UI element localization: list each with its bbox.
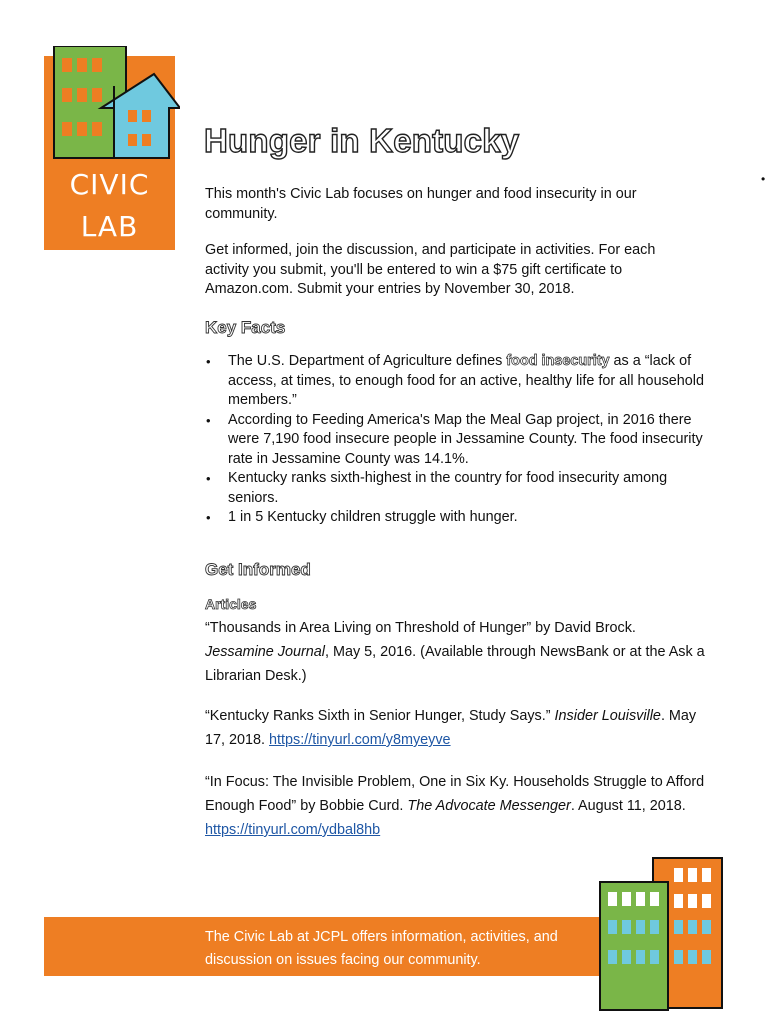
logo-text-lab: LAB — [80, 210, 139, 243]
article-source: Insider Louisville — [554, 708, 661, 724]
fact-item: • 1 in 5 Kentucky children struggle with hunger. — [205, 508, 705, 528]
buildings-illustration — [598, 856, 724, 1012]
intro-paragraph-1: This month's Civic Lab focuses on hunger and food insecurity in our community. — [205, 186, 637, 222]
intro-paragraph-2: Get informed, join the discussion, and participate in activities. For each activity you submit, you'll be entered to win a $75 gift certificate to Amazon.com. Submit your entries by November 30, 2018. — [205, 242, 656, 297]
article-title: “In Focus: The Invisible Problem, One in Six Ky. Households Struggle to Afford Enough Food” by Bobbie Curd. — [205, 774, 705, 814]
article-citation — [205, 616, 720, 688]
highlighted-term: food insecurity — [506, 353, 610, 369]
logo-text-civic: CIVIC — [69, 168, 150, 201]
article-citation — [205, 704, 720, 752]
fact-item: • According to Feeding America's Map the Meal Gap project, in 2016 there were 7,190 food insecure people in Jessamine County. The food insecurity rate in Jessamine County was 14.1%. — [205, 411, 705, 470]
key-facts-heading: Key Facts — [205, 318, 286, 337]
fact-item — [205, 352, 705, 411]
page-title: Hunger in Kentucky — [204, 122, 520, 159]
article-details: . May 17, 2018. — [205, 708, 697, 748]
article-details: . August 11, 2018. — [570, 798, 686, 814]
article-link[interactable]: https://tinyurl.com/y8myeyve — [269, 732, 451, 748]
footer-text: The Civic Lab at JCPL offers information, activities, and discussion on issues facing our community. — [205, 929, 558, 968]
article-title: “Thousands in Area Living on Threshold of Hunger” by David Brock. — [205, 620, 636, 636]
article-source: The Advocate Messenger — [407, 798, 571, 814]
article-link[interactable]: https://tinyurl.com/ydbal8hb — [205, 822, 381, 838]
article-citation — [205, 770, 720, 842]
fact-text: The U.S. Department of Agriculture defines — [228, 353, 507, 369]
article-details: , May 5, 2016. (Available through NewsBank or at the Ask a Librarian Desk.) — [205, 644, 705, 684]
stray-bullet-mark: • — [761, 172, 766, 186]
get-informed-heading: Get Informed — [205, 560, 311, 579]
articles-subheading: Articles — [205, 596, 257, 612]
fact-item: • Kentucky ranks sixth-highest in the country for food insecurity among seniors. — [205, 469, 705, 508]
article-source: Jessamine Journal — [205, 644, 325, 660]
article-title: “Kentucky Ranks Sixth in Senior Hunger, Study Says.” — [205, 708, 555, 724]
fact-text: as a “lack of access, at times, to enough food for an active, healthy life for all household members.” — [228, 353, 704, 408]
key-facts-list — [205, 352, 705, 528]
